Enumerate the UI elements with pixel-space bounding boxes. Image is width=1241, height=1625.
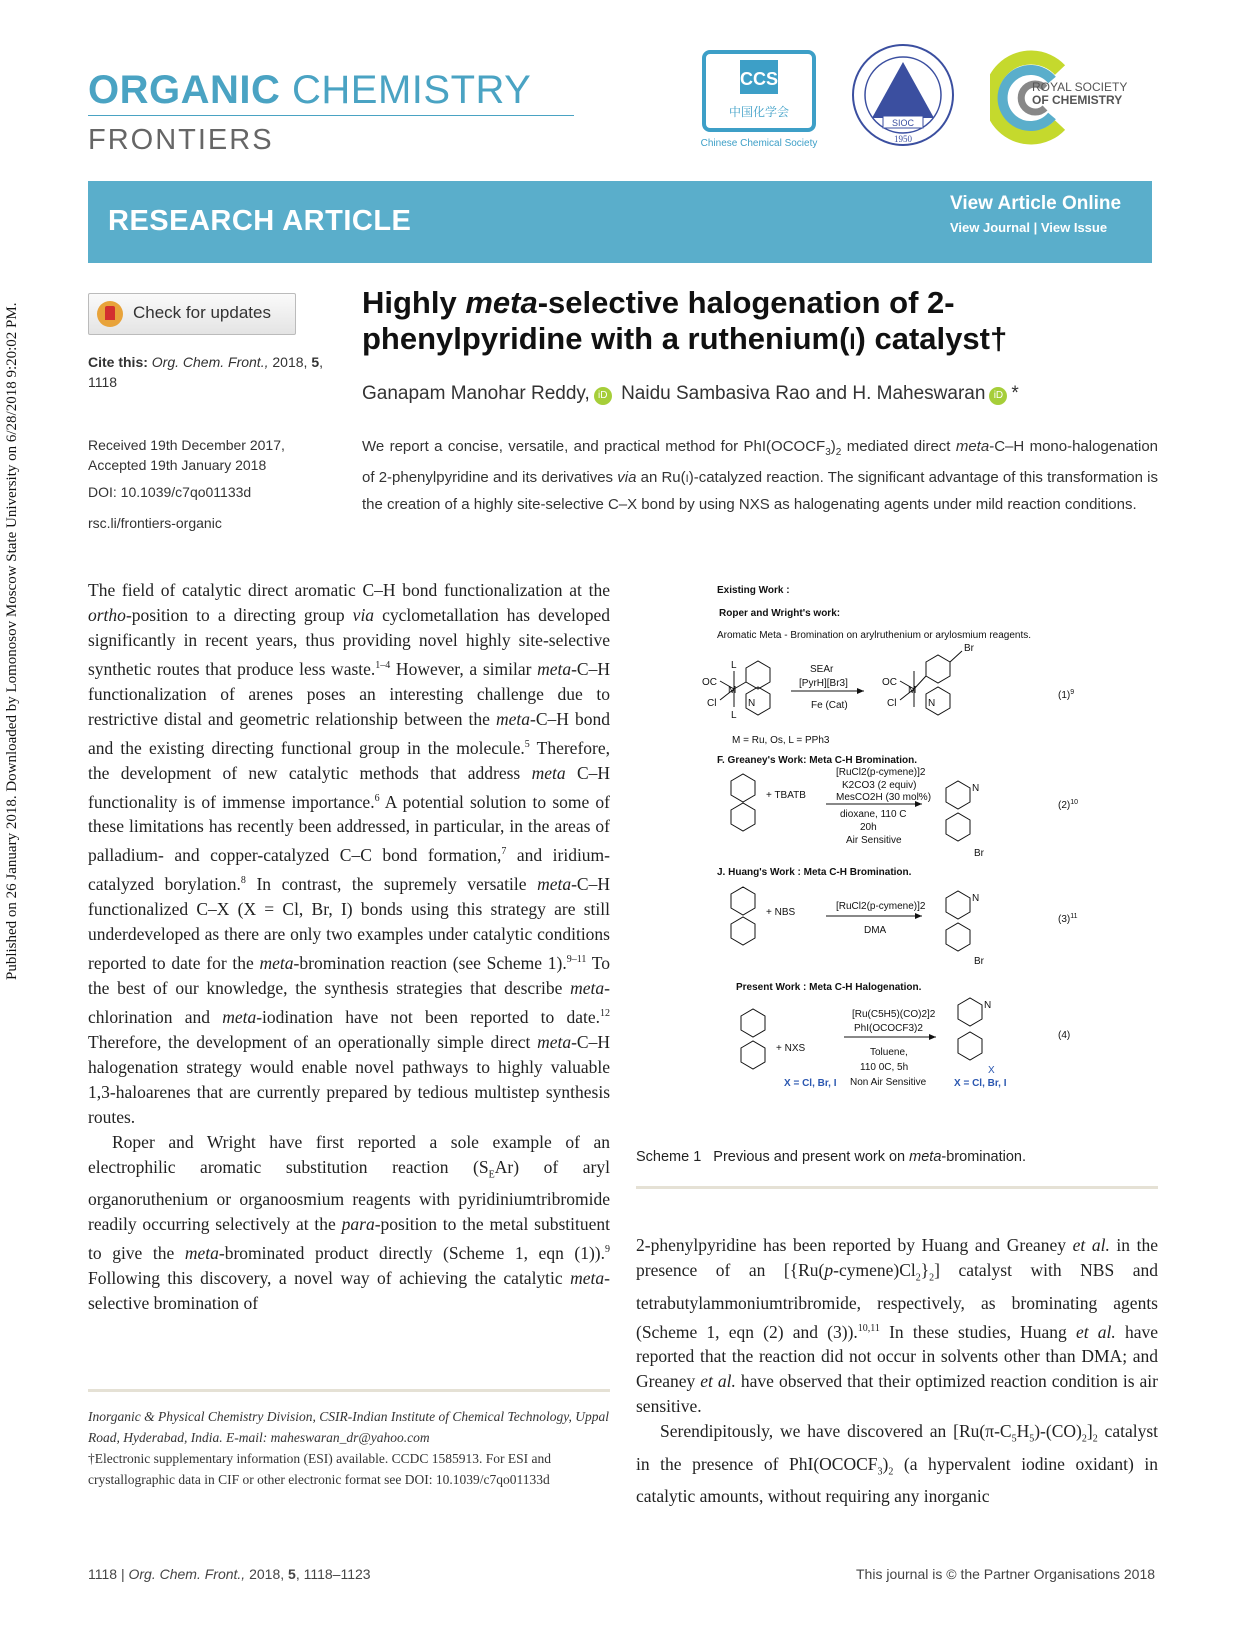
text: -C–H functionalized C–X (X = Cl, Br, I) bonds using this strategy are still underdeveloped as there are only two examples under catalytic conditions reported to date for the <box>88 874 610 973</box>
author-2-3: Naidu Sambasiva Rao and H. Maheswaran <box>621 383 986 404</box>
view-journal-link[interactable]: View Journal <box>950 220 1030 235</box>
reference[interactable]: 10,11 <box>857 1322 880 1334</box>
eq4-number: (4) <box>1058 1030 1071 1041</box>
paragraph-1 <box>88 578 610 1130</box>
eq4-reactant <box>741 1009 765 1069</box>
reference[interactable]: 7 <box>501 846 507 858</box>
subscript: 2 <box>929 1272 935 1284</box>
rsc-line2: OF CHEMISTRY <box>1032 93 1123 107</box>
scheme-rule <box>636 1186 1158 1189</box>
eq-ref: 11 <box>1070 913 1078 920</box>
italic: meta <box>496 708 531 729</box>
scheme-present: Present Work : Meta C-H Halogenation. <box>736 982 922 993</box>
title-smallcaps: I <box>849 329 856 354</box>
text: -cymene)Cl <box>833 1260 916 1280</box>
g-cond3: MesCO2H (30 mol%) <box>836 792 932 803</box>
br-label: Br <box>974 848 984 859</box>
reference[interactable]: 9–11 <box>566 954 587 966</box>
italic: et al. <box>700 1371 736 1392</box>
text: 2-phenylpyridine has been reported by Huang and Greaney <box>636 1235 1073 1255</box>
eq3-number <box>1058 913 1078 925</box>
sioc-logo <box>850 42 956 148</box>
text: -position to a directing group <box>125 605 353 625</box>
footnote-rule <box>88 1389 610 1392</box>
bookmark-icon <box>97 301 123 327</box>
text: C–H functionality is of immense importance. <box>88 762 610 812</box>
footer-copyright: This journal is © the Partner Organisations 2018 <box>856 1566 1156 1582</box>
italic: meta <box>537 1031 572 1052</box>
abstract-text: mediated direct <box>841 438 956 455</box>
scheme-caption-label: Scheme 1 <box>636 1149 702 1165</box>
subscript: E <box>488 1169 495 1181</box>
italic: p <box>824 1260 834 1280</box>
italic: meta <box>570 977 605 998</box>
text: Therefore, the development of new catalytic methods that address <box>88 737 610 783</box>
subscript: 3 <box>877 1466 883 1478</box>
view-issue-link[interactable]: View Issue <box>1040 220 1108 235</box>
body-left-column <box>88 578 610 1316</box>
author-1: Ganapam Manohar Reddy, <box>362 383 590 404</box>
affiliation: Inorganic & Physical Chemistry Division, CSIR-Indian Institute of Chemical Technology, Uppal Road, Hyderabad, India. E-mail: maheswaran_dr@yahoo.com <box>88 1409 609 1445</box>
text: ] catalyst with NBS and tetrabutylammoniumtribromide, respectively, as brominating agents (Scheme 1, eqn (2) and (3)). <box>636 1260 1158 1342</box>
footer-sep: | <box>117 1566 129 1582</box>
article-title <box>362 285 1122 360</box>
scheme-fecat: Fe (Cat) <box>811 700 848 711</box>
corresponding-star: * <box>1011 383 1019 404</box>
title-part2: -selective halogenation of 2-phenylpyridine with a ruthenium( <box>362 285 955 356</box>
text: catalyst in the presence of PhI(OCOCF <box>636 1421 1159 1474</box>
view-article-online-link[interactable]: View Article Online <box>950 193 1122 214</box>
sioc-mark: SIOC <box>891 118 915 128</box>
footer-journal: Org. Chem. Front., <box>128 1566 246 1582</box>
text: In these studies, Huang <box>879 1321 1076 1342</box>
n-label: N <box>972 783 980 794</box>
cite-year: 2018, <box>268 354 312 370</box>
text: -iodination have not been reported to date. <box>256 1006 600 1027</box>
x-label: X <box>988 1065 995 1076</box>
p-cond2: PhI(OCOCF3)2 <box>854 1023 923 1034</box>
subscript: 2 <box>888 1466 894 1478</box>
text: ) <box>882 1453 889 1474</box>
scheme-nxs <box>776 1043 806 1054</box>
cite-journal: Org. Chem. Front., <box>151 354 269 370</box>
italic: ortho <box>88 605 126 625</box>
rsc-logo <box>990 40 1150 150</box>
scheme-caption-text: Previous and present work on <box>713 1149 910 1165</box>
text: In contrast, the supremely versatile <box>245 874 538 895</box>
abstract-text: an Ru( <box>636 469 686 486</box>
italic: et al. <box>1072 1235 1110 1255</box>
text: in the presence of an [{Ru( <box>636 1235 1158 1280</box>
abstract-italic: meta <box>955 438 990 455</box>
journal-title-rest: CHEMISTRY <box>280 68 532 112</box>
scheme-greaney: F. Greaney's Work: Meta C-H Bromination. <box>717 755 918 766</box>
text: Therefore, the development of an operationally simple direct <box>88 1031 538 1052</box>
abstract-text: ) <box>830 438 836 455</box>
n-label: N <box>928 698 936 709</box>
italic: meta <box>222 1006 257 1027</box>
body-right-column <box>636 1233 1158 1509</box>
l-label: L <box>731 710 737 721</box>
eq2-product <box>946 781 970 841</box>
x-right-label: X = Cl, Br, I <box>954 1078 1007 1089</box>
eq2-reactant <box>731 774 755 831</box>
scheme-aromatic: Aromatic Meta - Bromination on arylruthenium or arylosmium reagents. <box>717 630 1032 641</box>
title-part3: ) catalyst† <box>855 321 1008 356</box>
text: Serendipitously, we have discovered an [Ru(π-C <box>660 1421 1012 1442</box>
oc-label: OC <box>882 677 897 688</box>
italic: meta <box>570 1268 605 1289</box>
subscript: 2 <box>1081 1433 1087 1445</box>
ccs-logo <box>690 50 828 150</box>
sioc-year: 1950 <box>894 134 912 144</box>
italic: et al. <box>1075 1321 1116 1342</box>
journal-link[interactable]: rsc.li/frontiers-organic <box>88 515 222 531</box>
reference[interactable]: 6 <box>374 792 380 804</box>
l-label: L <box>731 660 737 671</box>
ccs-mark: CCS <box>739 69 779 89</box>
subscript: 5 <box>1029 1433 1035 1445</box>
text: Roper and Wright have first reported a sole example of an electrophilic aromatic substitution reaction (S <box>88 1131 610 1177</box>
p-cond5: Non Air Sensitive <box>850 1077 927 1088</box>
footer-pages: , 1118–1123 <box>295 1566 371 1582</box>
scheme-caption-italic: meta <box>909 1149 942 1165</box>
scheme-1-figure <box>636 576 1158 1136</box>
abstract-text: )-catalyzed reaction. The significant advantage of this transformation is the creation of a highly site-selective C–X bond by using NXS as halogenating agents under mild reaction conditions. <box>362 469 1158 513</box>
text: -brominated product directly (Scheme 1, eqn (1)). <box>218 1243 606 1264</box>
footer-volume: 5 <box>288 1566 296 1582</box>
text: However, a similar <box>390 658 538 679</box>
reference[interactable]: 1–4 <box>375 660 391 671</box>
eq-ref: 9 <box>1070 689 1075 696</box>
eq4-product <box>958 998 982 1060</box>
p-cond3: Toluene, <box>870 1047 908 1058</box>
paragraph-4 <box>636 1419 1158 1509</box>
x-left-label: X = Cl, Br, I <box>784 1078 837 1089</box>
scheme-existing: Existing Work : <box>717 585 790 596</box>
footer-citation <box>88 1566 371 1582</box>
reference[interactable]: 8 <box>240 875 246 887</box>
paragraph-3 <box>636 1233 1158 1419</box>
text: -C–H bond and the existing directing functional group in the molecule. <box>88 708 611 758</box>
text: -position to the metal substituent to give the <box>88 1214 610 1264</box>
eq1-number <box>1058 689 1074 701</box>
g-cond2: K2CO3 (2 equiv) <box>842 780 917 791</box>
abstract-text: We report a concise, versatile, and practical method for PhI(OCOCF <box>362 438 826 455</box>
g-cond4: dioxane, 110 C <box>840 809 907 820</box>
text: cyclometallation has developed significantly in recent years, thus providing novel highly site-selective synthetic routes that produce less waste. <box>88 605 610 679</box>
accepted-date: Accepted 19th January 2018 <box>88 457 267 473</box>
italic: meta <box>537 874 572 895</box>
footnotes <box>88 1406 610 1490</box>
italic: para <box>341 1214 375 1235</box>
title-part1: Highly <box>362 285 466 320</box>
p-cond1: [Ru(C5H5)(CO)2]2 <box>852 1009 936 1020</box>
h-cond1: [RuCl2(p-cymene)]2 <box>836 901 926 912</box>
eq-number: (3) <box>1058 914 1071 925</box>
publication-stamp: Published on 26 January 2018. Downloaded by Lomonosov Moscow State University on 6/28/2018 9:20:02 PM. <box>4 302 20 980</box>
check-for-updates-label: Check for updates <box>133 303 271 322</box>
p-cond4: 110 0C, 5h <box>860 1062 909 1073</box>
m-label: M <box>908 685 917 696</box>
m-label: M <box>728 685 737 696</box>
ccs-caption: Chinese Chemical Society <box>700 138 818 149</box>
subscript: 5 <box>1011 1433 1017 1445</box>
eq2-number <box>1058 799 1078 811</box>
abstract-italic: via <box>617 469 637 486</box>
subscript: 2 <box>1092 1433 1098 1445</box>
text: -C–H halogenation strategy would enable novel pathways to highly valuable 1,3-haloarenes that are currently prepared by tedious multistep synthesis routes. <box>88 1031 610 1127</box>
cite-volume: 5 <box>311 354 320 370</box>
journal-subtitle: FRONTIERS <box>88 124 274 156</box>
reference[interactable]: 12 <box>600 1007 610 1019</box>
scheme-nbs: + NBS <box>766 907 796 918</box>
text: have observed that their optimized reaction condition is air sensitive. <box>636 1371 1158 1417</box>
reference[interactable]: 5 <box>524 738 530 750</box>
n-label: N <box>984 1000 992 1011</box>
abstract-smallcaps: I <box>685 473 689 485</box>
scheme-roper: Roper and Wright's work: <box>719 608 841 619</box>
eq3-product <box>946 891 970 951</box>
br-label: Br <box>974 956 984 967</box>
text: -bromination reaction (see Scheme 1). <box>293 952 567 973</box>
page-number: 1118 <box>88 1566 118 1582</box>
text: -selective bromination of <box>88 1268 610 1314</box>
journal-title <box>88 68 531 113</box>
scheme-huang: J. Huang's Work : Meta C-H Bromination. <box>717 867 912 878</box>
reference[interactable]: 9 <box>605 1244 611 1256</box>
check-for-updates-button[interactable] <box>88 293 296 335</box>
scheme-sear: SEAr <box>810 664 834 675</box>
received-date: Received 19th December 2017, <box>88 437 285 453</box>
text: -chlorination and <box>88 977 610 1027</box>
authors <box>362 383 1019 405</box>
cite-this <box>88 352 348 392</box>
cite-label: Cite this: <box>88 354 148 370</box>
n-label: N <box>972 893 980 904</box>
text: A potential solution to some of these limitations has recently been addressed, in particular, in the areas of palladium- and copper-catalyzed C–C bond formation, <box>88 791 610 866</box>
abstract-text: -C–H mono-halogenation of 2-phenylpyridine and its derivatives <box>362 438 1159 486</box>
scheme-pyrh: [PyrH][Br3] <box>799 678 848 689</box>
scheme-mdef: M = Ru, Os, L = PPh3 <box>732 735 830 746</box>
text: To the best of our knowledge, the synthesis strategies that describe <box>88 952 610 998</box>
orcid-icon[interactable]: iD <box>594 387 612 405</box>
g-cond6: Air Sensitive <box>846 835 902 846</box>
journal-title-bold: ORGANIC <box>88 68 281 112</box>
oc-label: OC <box>702 677 717 688</box>
ccs-chinese-name: 中国化学会 <box>728 105 790 119</box>
footer-year: 2018, <box>245 1566 289 1582</box>
banner-link-separator: | <box>1029 220 1041 235</box>
h-cond2: DMA <box>864 925 887 936</box>
doi[interactable]: DOI: 10.1039/c7qo01133d <box>88 484 252 500</box>
journal-title-rule <box>88 115 574 116</box>
eq-number: (2) <box>1058 800 1071 811</box>
eq3-reactant <box>731 887 755 945</box>
scheme-caption <box>636 1149 1026 1165</box>
article-type: RESEARCH ARTICLE <box>108 205 412 237</box>
esi-note: †Electronic supplementary information (ESI) available. CCDC 1585913. For ESI and crystallographic data in CIF or other electronic format see DOI: 10.1039/c7qo01133d <box>88 1451 552 1487</box>
n-label: N <box>748 698 756 709</box>
scheme-caption-end: -bromination. <box>941 1149 1027 1165</box>
text: The field of catalytic direct aromatic C–H bond functionalization at the <box>88 580 610 600</box>
italic: meta <box>259 952 294 973</box>
title-italic: meta <box>465 285 538 320</box>
nxs-label: + NXS <box>776 1043 806 1054</box>
orcid-icon[interactable]: iD <box>989 387 1007 405</box>
g-cond5: 20h <box>860 822 877 833</box>
text: ] <box>1086 1421 1093 1442</box>
italic: via <box>352 605 375 625</box>
eq-ref: 10 <box>1070 799 1079 806</box>
italic: meta <box>531 762 566 783</box>
g-cond1: [RuCl2(p-cymene)]2 <box>836 767 926 778</box>
italic: meta <box>184 1243 219 1264</box>
rsc-line1: ROYAL SOCIETY <box>1032 80 1128 94</box>
text: H <box>1016 1421 1030 1442</box>
text: (a hypervalent iodine oxidant) in catalytic amounts, without requiring any inorganic <box>636 1453 1158 1507</box>
text: have reported that the reaction did not occur in solvents other than DMA; and Greaney <box>636 1321 1158 1392</box>
cite-page: , 1118 <box>88 354 323 390</box>
scheme-tbatb: + TBATB <box>766 790 806 801</box>
subscript: 2 <box>915 1272 921 1284</box>
cl-label: Cl <box>707 698 717 709</box>
eq-number: (1) <box>1058 690 1071 701</box>
abstract: We report a concise, versatile, and practical method for $PhI(OCOCF_3)_2$ mediated direct meta-C–H mono-halogenation of 2-phenylpyridine and its derivatives via an Ru(I)-catalyzed reaction. The significant advantage of this transformation is the creation of a highly site-selective C–X bond by using NXS as halogenating agents under mild reaction conditions. <box>362 438 1159 513</box>
text: Ar) of aryl organoruthenium or organoosmium reagents with pyridiniumtribromide readily occurring selectively at the <box>88 1156 610 1235</box>
text: -C–H functionalization of arenes poses an interesting challenge due to restrictive distal and geometric relationship between the <box>88 658 610 729</box>
text: and iridium-catalyzed borylation. <box>88 845 610 895</box>
italic: meta <box>537 658 572 679</box>
text: )-(CO) <box>1034 1421 1082 1442</box>
br-label: Br <box>964 643 974 654</box>
cl-label: Cl <box>887 698 897 709</box>
paragraph-2 <box>88 1130 610 1316</box>
text: } <box>920 1260 930 1280</box>
text: Following this discovery, a novel way of achieving the catalytic <box>88 1268 571 1289</box>
banner-links <box>950 220 1107 235</box>
